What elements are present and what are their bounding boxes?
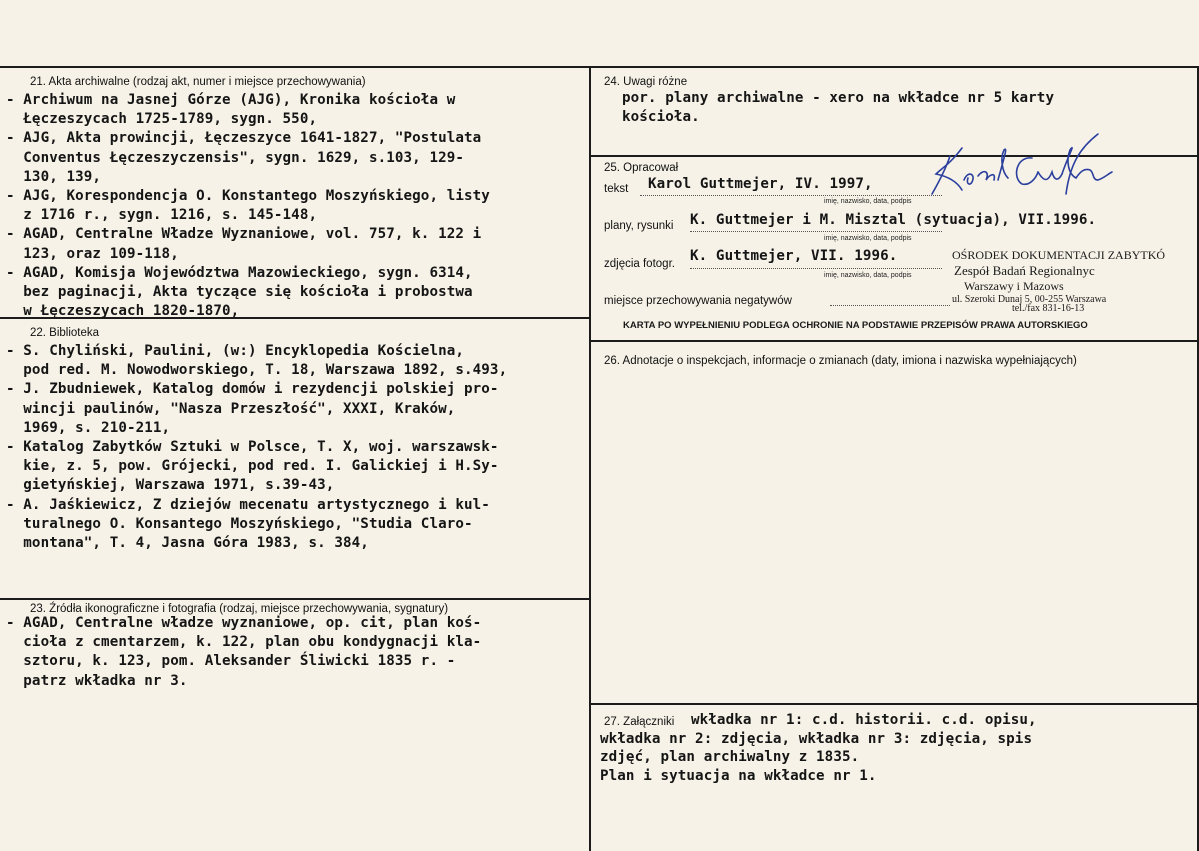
section-26-label: 26. Adnotacje o inspekcjach, informacje o zmianach (daty, imiona i nazwiska wypełniających) [604,355,1077,367]
s23-line: sztoru, k. 123, pom. Aleksander Śliwicki 1835 r. - [6,653,456,670]
s21-line: bez paginacji, Akta tyczące się kościoła i probostwa [6,284,473,300]
stamp-line-1: OŚRODEK DOKUMENTACJI ZABYTKÓ [952,248,1166,262]
s22-line: turalnego O. Konsantego Moszyńskiego, "Studia Claro- [6,515,473,532]
s27-line: zdjęć, plan archiwalny z 1835. [600,749,860,765]
section-25-label: 25. Opracował [604,162,679,174]
plany-caption: imię, nazwisko, data, podpis [824,235,912,242]
s27-line: wkładka nr 2: zdjęcia, wkładka nr 3: zdjęcia, spis [600,730,1033,747]
s22-line: - Katalog Zabytków Sztuki w Polsce, T. X, woj. warszawsk- [6,439,499,455]
s23-line: - AGAD, Centralne władze wyznaniowe, op. cit, plan koś- [6,615,482,631]
rule-25-26 [590,340,1199,342]
s23-line: patrz wkładka nr 3. [6,672,188,689]
section-27-label: 27. Załączniki [604,716,675,728]
stamp-line-2: Zespół Badań Regionalnyc [954,263,1095,278]
s21-line: w Łęczeszycach 1820-1870, [6,303,240,320]
zdjecia-value: K. Guttmejer, VII. 1996. [690,248,898,264]
section-23-label: 23. Źródła ikonograficzne i fotografia (rodzaj, miejsce przechowywania, sygnatury) [30,603,449,615]
s27-line: wkładka nr 1: c.d. historii. c.d. opisu, [691,712,1037,728]
plany-dots [690,231,942,232]
s22-line: montana", T. 4, Jasna Góra 1983, s. 384, [6,535,369,551]
copyright-warning: KARTA PO WYPEŁNIENIU PODLEGA OCHRONIE NA PODSTAWIE PRZEPISÓW PRAWA AUTORSKIEGO [623,320,1088,331]
s22-line: kie, z. 5, pow. Grójecki, pod red. I. Galickiej i H.Sy- [6,458,499,475]
section-21-label: 21. Akta archiwalne (rodzaj akt, numer i miejsce przechowywania) [30,76,366,88]
s24-line: por. plany archiwalne - xero na wkładce nr 5 karty [622,90,1055,106]
s21-line: - Archiwum na Jasnej Górze (AJG), Kronika kościoła w [6,92,456,108]
rule-22-23 [0,598,590,600]
rule-26-27 [590,703,1199,705]
signature-mark [920,128,1120,208]
zdjecia-label: zdjęcia fotogr. [604,258,675,270]
negatywy-dots [830,305,950,306]
s22-line: - A. Jaśkiewicz, Z dziejów mecenatu artystycznego i kul- [6,496,490,513]
s23-line: cioła z cmentarzem, k. 122, plan obu kondygnacji kla- [6,634,482,651]
tekst-dots [640,195,942,196]
s22-line: 1969, s. 210-211, [6,419,171,436]
stamp-line-3: Warszawy i Mazows [964,279,1064,293]
s21-line: 130, 139, [6,168,102,185]
section-24-label: 24. Uwagi różne [604,76,688,88]
s22-line: - J. Zbudniewek, Katalog domów i rezydencji polskiej pro- [6,381,499,398]
negatywy-label: miejsce przechowywania negatywów [604,295,792,307]
s21-line: Conventus Łęczeszyczensis", sygn. 1629, s.103, 129- [6,149,465,166]
s21-line: z 1716 r., sygn. 1216, s. 145-148, [6,207,318,224]
s22-line: wincji paulinów, "Nasza Przeszłość", XXXI, Kraków, [6,400,456,417]
s27-line: Plan i sytuacja na wkładce nr 1. [600,767,877,784]
s21-line: Łęczeszycach 1725-1789, sygn. 550, [6,111,318,128]
top-rule [0,66,1199,68]
s21-line: - AJG, Akta prowincji, Łęczeszyce 1641-1827, "Postulata [6,130,482,147]
tekst-label: tekst [604,183,629,195]
institution-stamp [952,248,1165,314]
s21-line: 123, oraz 109-118, [6,245,179,262]
s21-line: - AJG, Korespondencja O. Konstantego Moszyńskiego, listy [6,188,490,204]
section-22-label: 22. Biblioteka [30,327,100,339]
stamp-line-4: ul. Szeroki Dunaj 5, 00-255 Warszawa [952,294,1107,305]
plany-label: plany, rysunki [604,220,674,232]
plany-value: K. Guttmejer i M. Misztal (sytuacja), VII.1996. [690,212,1097,228]
s24-line: kościoła. [622,108,700,125]
s22-line: - S. Chyliński, Paulini, (w:) Encyklopedia Kościelna, [6,343,465,359]
zdjecia-dots [690,268,942,269]
zdjecia-caption: imię, nazwisko, data, podpis [824,272,912,279]
s22-line: pod red. M. Nowodworskiego, T. 18, Warszawa 1892, s.493, [6,362,508,379]
s21-line: - AGAD, Centralne Władze Wyznaniowe, vol. 757, k. 122 i [6,226,482,243]
tekst-caption: imię, nazwisko, data, podpis [824,198,912,205]
s22-line: gietyńskiej, Warszawa 1971, s.39-43, [6,477,335,494]
s21-line: - AGAD, Komisja Województwa Mazowieckiego, sygn. 6314, [6,264,473,281]
center-divider [589,66,591,851]
stamp-line-5: tel./fax 831-16-13 [1012,303,1085,314]
tekst-value: Karol Guttmejer, IV. 1997, [648,176,873,192]
